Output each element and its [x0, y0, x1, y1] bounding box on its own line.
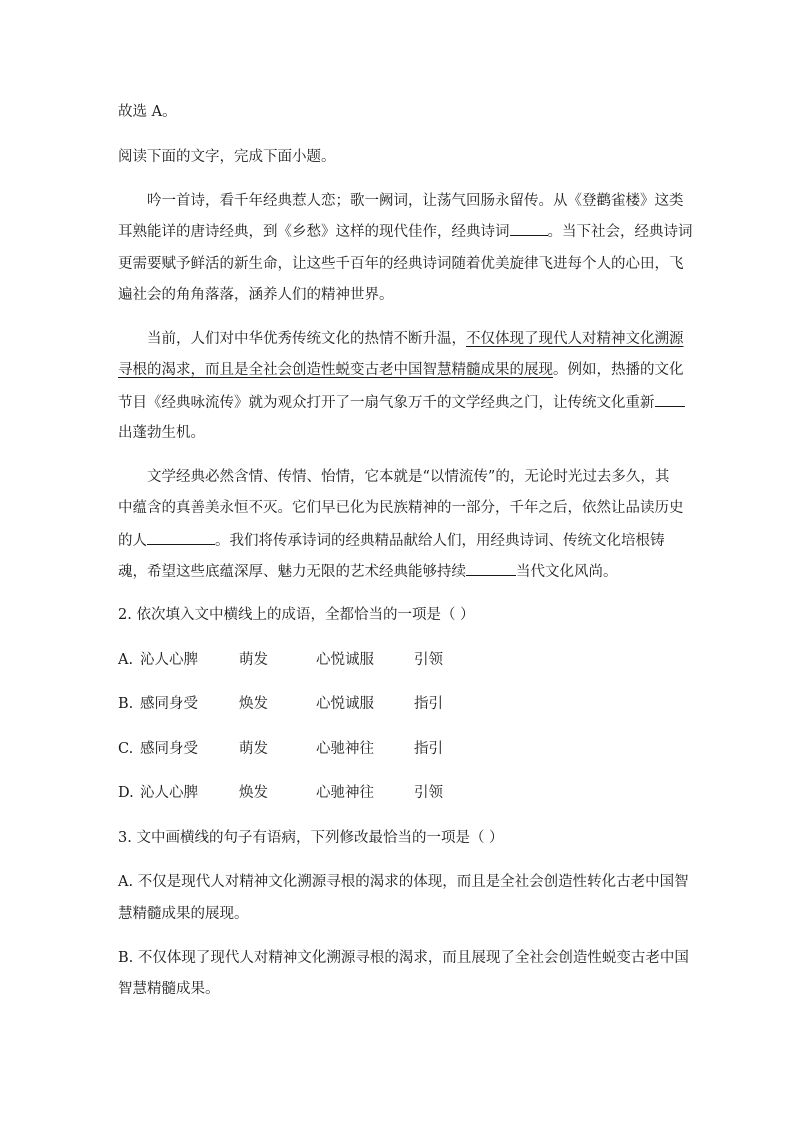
option-a-word2: 萌发: [239, 652, 268, 668]
option-c-word1: 感同身受: [140, 741, 198, 757]
option-d-word2: 焕发: [239, 785, 268, 801]
option-a-label: A.: [118, 652, 134, 668]
passage-p2-line1: [147, 329, 684, 349]
passage-p2-line4: 出蓬勃生机。: [118, 425, 205, 441]
passage-p2-line2-b: 。例如，热播的文化: [553, 362, 684, 378]
option-b-word3: 心悦诚服: [316, 696, 374, 712]
passage-p3-line2: 中蕴含的真善美永恒不灭。它们早已化为民族精神的一部分，千年之后，依然让品读历史: [118, 500, 684, 516]
question-3-option-a-line2: 慧精髓成果的展现。: [118, 906, 249, 922]
option-d-word3: 心驰神往: [316, 785, 374, 801]
passage-p3-line1: 文学经典必然含情、传情、怡情，它本就是“以情流传”的，无论时光过去多久，其: [147, 469, 670, 485]
option-d-word4: 引领: [414, 785, 443, 801]
passage-p3-line3-a: 的人: [118, 533, 147, 549]
passage-p1-line3: 更需要赋予鲜活的新生命，让这些千百年的经典诗词随着优美旋律飞进每个人的心田，飞: [118, 256, 684, 272]
passage-p1-line2: [118, 221, 693, 242]
reading-instruction: 阅读下面的文字，完成下面小题。: [118, 149, 336, 165]
passage-p2-line2: [118, 360, 684, 380]
passage-p3-line4: [118, 561, 618, 582]
option-b-word2: 焕发: [239, 696, 268, 712]
option-a-word1: 沁人心脾: [140, 652, 198, 668]
option-b-word1: 感同身受: [140, 696, 198, 712]
passage-p3-line3: [118, 530, 665, 551]
passage-p1-line1: 吟一首诗，看千年经典惹人恋；歌一阙词，让荡气回肠永留传。从《登鹳雀楼》这类: [147, 193, 684, 209]
option-c-word4: 指引: [414, 741, 443, 757]
option-c-word2: 萌发: [239, 741, 268, 757]
fill-blank-1: [510, 221, 548, 236]
fill-blank-4: [466, 561, 516, 576]
option-a-word4: 引领: [414, 652, 443, 668]
question-3-stem: 3. 文中画横线的句子有语病，下列修改最恰当的一项是（ ）: [118, 830, 504, 846]
option-c-label: C.: [118, 741, 134, 757]
option-b-word4: 指引: [414, 696, 443, 712]
passage-p3-line4-a: 魂，希望这些底蕴深厚、魅力无限的艺术经典能够持续: [118, 564, 466, 580]
passage-p3-line4-b: 当代文化风尚。: [516, 564, 618, 580]
passage-p1-line4: 遍社会的角角落落，涵养人们的精神世界。: [118, 287, 394, 303]
underlined-sentence-part2: 寻根的渴求，而且是全社会创造性蜕变古老中国智慧精髓成果的展现: [118, 362, 553, 378]
passage-p3-line3-b: 。我们将传承诗词的经典精品献给人们，用经典诗词、传统文化培根铸: [215, 533, 665, 549]
option-d-word1: 沁人心脾: [140, 785, 198, 801]
passage-p1-line2-b: 。当下社会，经典诗词: [547, 224, 693, 240]
underlined-sentence-part1: 不仅体现了现代人对精神文化溯源: [466, 331, 684, 347]
question-3-option-b-line2: 智慧精髓成果。: [118, 981, 220, 997]
fill-blank-2: [655, 392, 685, 407]
answer-line: 故选 A。: [118, 104, 177, 120]
passage-p2-line3: [118, 392, 685, 413]
passage-p1-line2-a: 耳熟能详的唐诗经典，到《乡愁》这样的现代佳作，经典诗词: [118, 224, 510, 240]
passage-p2-line1-a: 当前，人们对中华优秀传统文化的热情不断升温，: [147, 331, 466, 347]
option-c-word3: 心驰神往: [316, 741, 374, 757]
option-d-label: D.: [118, 785, 134, 801]
option-a-word3: 心悦诚服: [316, 652, 374, 668]
question-2-stem: 2. 依次填入文中横线上的成语，全都恰当的一项是（ ）: [118, 607, 475, 623]
option-b-label: B.: [118, 696, 134, 712]
fill-blank-3: [147, 530, 215, 545]
question-3-option-a-line1: A. 不仅是现代人对精神文化溯源寻根的渴求的体现，而且是全社会创造性转化古老中国智: [118, 874, 689, 890]
question-3-option-b-line1: B. 不仅体现了现代人对精神文化溯源寻根的渴求，而且展现了全社会创造性蜕变古老中国: [118, 950, 689, 966]
passage-p2-line3-a: 节目《经典咏流传》就为观众打开了一扇气象万千的文学经典之门，让传统文化重新: [118, 395, 655, 411]
